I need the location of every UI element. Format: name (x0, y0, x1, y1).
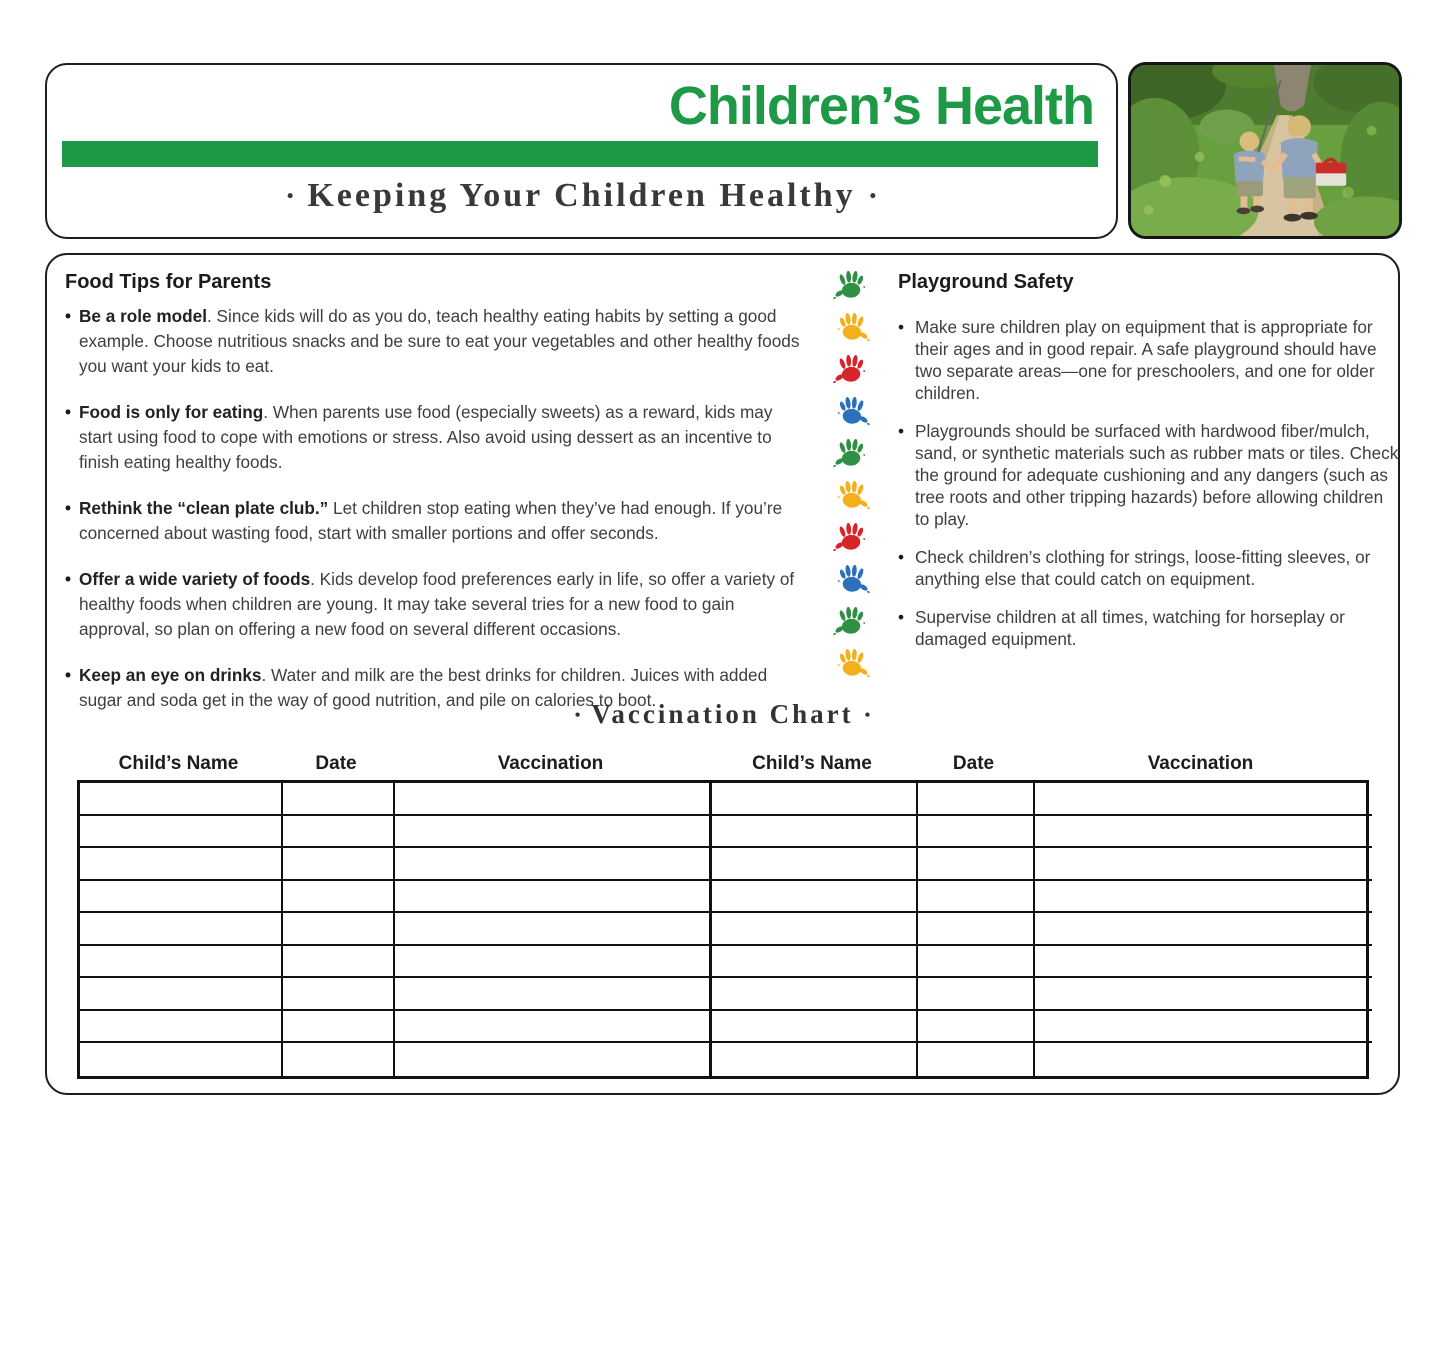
yellow-handprint-icon (828, 645, 875, 679)
vaccination-chart-cell (918, 848, 1035, 881)
vaccination-chart-cell (283, 881, 395, 914)
playground-safety-item: • Make sure children play on equipment that is appropriate for their ages and in good repair. A safe playground should have two separate areas—one for preschoolers, and one for older children. (898, 317, 1377, 403)
vaccination-chart-cell (283, 913, 395, 946)
vaccination-chart-cell (283, 816, 395, 849)
playground-safety-section (898, 271, 1400, 666)
vaccination-chart-cell (918, 1043, 1035, 1076)
playground-safety-item: • Check children’s clothing for strings, loose-fitting sleeves, or anything else that could catch on equipment. (898, 547, 1371, 589)
food-tip-lead: Be a role model (79, 306, 207, 326)
list-bullet-icon: • (65, 402, 72, 422)
vaccination-chart-cell (712, 783, 918, 816)
list-bullet-icon: • (898, 317, 905, 337)
list-bullet-icon: • (898, 421, 905, 441)
green-divider-bar (62, 141, 1098, 167)
vaccination-chart-cell (283, 848, 395, 881)
food-tip-lead: Rethink the “clean plate club.” (79, 498, 329, 518)
vaccination-chart-body (77, 780, 1369, 1079)
vaccination-chart-column-header: Vaccination (497, 752, 604, 774)
vaccination-chart-cell (283, 1043, 395, 1076)
vaccination-chart-cell (918, 946, 1035, 979)
red-handprint-icon (828, 519, 875, 553)
vaccination-chart-cell (712, 1011, 918, 1044)
vaccination-chart-cell (395, 848, 712, 881)
vaccination-chart-cell (1035, 881, 1372, 914)
list-bullet-icon: • (65, 665, 72, 685)
vaccination-chart-cell (80, 913, 283, 946)
vaccination-chart-cell (918, 1011, 1035, 1044)
handprints-column (818, 267, 884, 687)
vaccination-chart-cell (395, 816, 712, 849)
green-handprint-icon (828, 267, 875, 301)
vaccination-chart-header (77, 747, 1369, 780)
green-handprint-icon (828, 603, 875, 637)
vaccination-chart-cell (712, 978, 918, 1011)
red-handprint-icon (828, 351, 875, 385)
yellow-handprint-icon (828, 477, 875, 511)
vaccination-chart (77, 747, 1369, 1079)
vaccination-chart-cell (395, 946, 712, 979)
list-bullet-icon: • (65, 498, 72, 518)
vaccination-chart-cell (1035, 1011, 1372, 1044)
vaccination-chart-cell (395, 783, 712, 816)
playground-safety-item: • Playgrounds should be surfaced with hardwood fiber/mulch, sand, or synthetic materials such as rubber mats or tiles. Check the ground for adequate cushioning and any dangers (such as tree roots and other tripping hazards) before allowing children to play. (898, 421, 1399, 529)
vaccination-chart-cell (1035, 848, 1372, 881)
vaccination-chart-column-header: Child’s Name (752, 752, 872, 774)
blue-handprint-icon (828, 561, 875, 595)
page-title: Children’s Health (668, 76, 1094, 136)
vaccination-chart-cell (712, 848, 918, 881)
food-tip-item: • Offer a wide variety of foods. Kids develop food preferences early in life, so offer a variety of healthy foods when children are young. It may take several tries for a new food to gain approval, so plan on offering a new food on several different occasions. (65, 569, 795, 639)
vaccination-chart-cell (1035, 913, 1372, 946)
vaccination-chart-cell (283, 946, 395, 979)
vaccination-chart-cell (80, 816, 283, 849)
vaccination-chart-cell (1035, 816, 1372, 849)
yellow-handprint-icon (828, 309, 875, 343)
playground-safety-heading: Playground Safety (898, 271, 1074, 293)
vaccination-chart-cell (283, 1011, 395, 1044)
main-content-box (45, 253, 1400, 1095)
food-tip-item: • Food is only for eating. When parents use food (especially sweets) as a reward, kids may start using food to cope with emotions or stress. Also avoid using dessert as an incentive to finish eating healthy foods. (65, 402, 773, 472)
subtitle-text: Keeping Your Children Healthy (307, 177, 856, 214)
bullet-dot-icon: • (286, 185, 294, 207)
food-tip-item: • Rethink the “clean plate club.” Let children stop eating when they’ve had enough. If you’re concerned about wasting food, start with smaller portions and offer seconds. (65, 498, 783, 543)
children-walking-photo (1128, 62, 1402, 239)
vaccination-chart-cell (283, 978, 395, 1011)
vaccination-chart-title-text: Vaccination Chart (591, 699, 854, 729)
vaccination-chart-cell (80, 1043, 283, 1076)
list-bullet-icon: • (65, 569, 72, 589)
green-handprint-icon (828, 435, 875, 469)
blue-handprint-icon (828, 393, 875, 427)
playground-safety-item: • Supervise children at all times, watching for horseplay or damaged equipment. (898, 607, 1345, 649)
vaccination-chart-cell (712, 816, 918, 849)
vaccination-chart-column-header: Vaccination (1147, 752, 1254, 774)
playground-safety-list (898, 316, 1400, 650)
food-tips-heading: Food Tips for Parents (65, 271, 272, 293)
vaccination-chart-cell (80, 946, 283, 979)
bullet-dot-icon: • (864, 705, 871, 724)
food-tips-section (65, 271, 807, 734)
vaccination-chart-cell (918, 816, 1035, 849)
vaccination-chart-cell (712, 946, 918, 979)
vaccination-chart-cell (395, 1011, 712, 1044)
list-bullet-icon: • (898, 547, 905, 567)
vaccination-chart-column-header: Child’s Name (118, 752, 239, 774)
vaccination-chart-cell (395, 913, 712, 946)
vaccination-chart-cell (395, 1043, 712, 1076)
vaccination-chart-cell (283, 783, 395, 816)
list-bullet-icon: • (898, 607, 905, 627)
vaccination-chart-cell (918, 978, 1035, 1011)
vaccination-chart-cell (918, 881, 1035, 914)
vaccination-chart-cell (80, 848, 283, 881)
vaccination-chart-cell (712, 881, 918, 914)
vaccination-chart-cell (395, 881, 712, 914)
vaccination-chart-cell (1035, 1043, 1372, 1076)
photo-illustration (1131, 65, 1399, 236)
vaccination-chart-cell (1035, 978, 1372, 1011)
page-subtitle (47, 177, 1116, 215)
vaccination-chart-cell (80, 978, 283, 1011)
vaccination-chart-column-header: Date (315, 752, 357, 774)
vaccination-chart-cell (80, 783, 283, 816)
vaccination-chart-cell (918, 783, 1035, 816)
vaccination-chart-cell (1035, 946, 1372, 979)
food-tip-item: • Keep an eye on drinks. Water and milk are the best drinks for children. Juices with added sugar and soda get in the way of good nutrition, and pile on calories to boot. (65, 665, 768, 710)
bullet-dot-icon: • (574, 705, 581, 724)
bullet-dot-icon: • (869, 185, 877, 207)
vaccination-chart-cell (395, 978, 712, 1011)
list-bullet-icon: • (65, 306, 72, 326)
vaccination-chart-cell (712, 913, 918, 946)
food-tips-list (65, 304, 807, 713)
food-tip-item: • Be a role model. Since kids will do as you do, teach healthy eating habits by setting a good example. Choose nutritious snacks and be sure to eat your vegetables and other healthy foods you want your kids to eat. (65, 306, 800, 376)
vaccination-chart-title (47, 699, 1398, 730)
vaccination-chart-column-header: Date (952, 752, 995, 774)
food-tip-lead: Keep an eye on drinks (79, 665, 262, 685)
header-box (45, 63, 1118, 239)
vaccination-chart-cell (712, 1043, 918, 1076)
food-tip-lead: Food is only for eating (79, 402, 264, 422)
vaccination-chart-cell (918, 913, 1035, 946)
food-tip-lead: Offer a wide variety of foods (79, 569, 311, 589)
vaccination-chart-cell (1035, 783, 1372, 816)
vaccination-chart-cell (80, 1011, 283, 1044)
vaccination-chart-cell (80, 881, 283, 914)
